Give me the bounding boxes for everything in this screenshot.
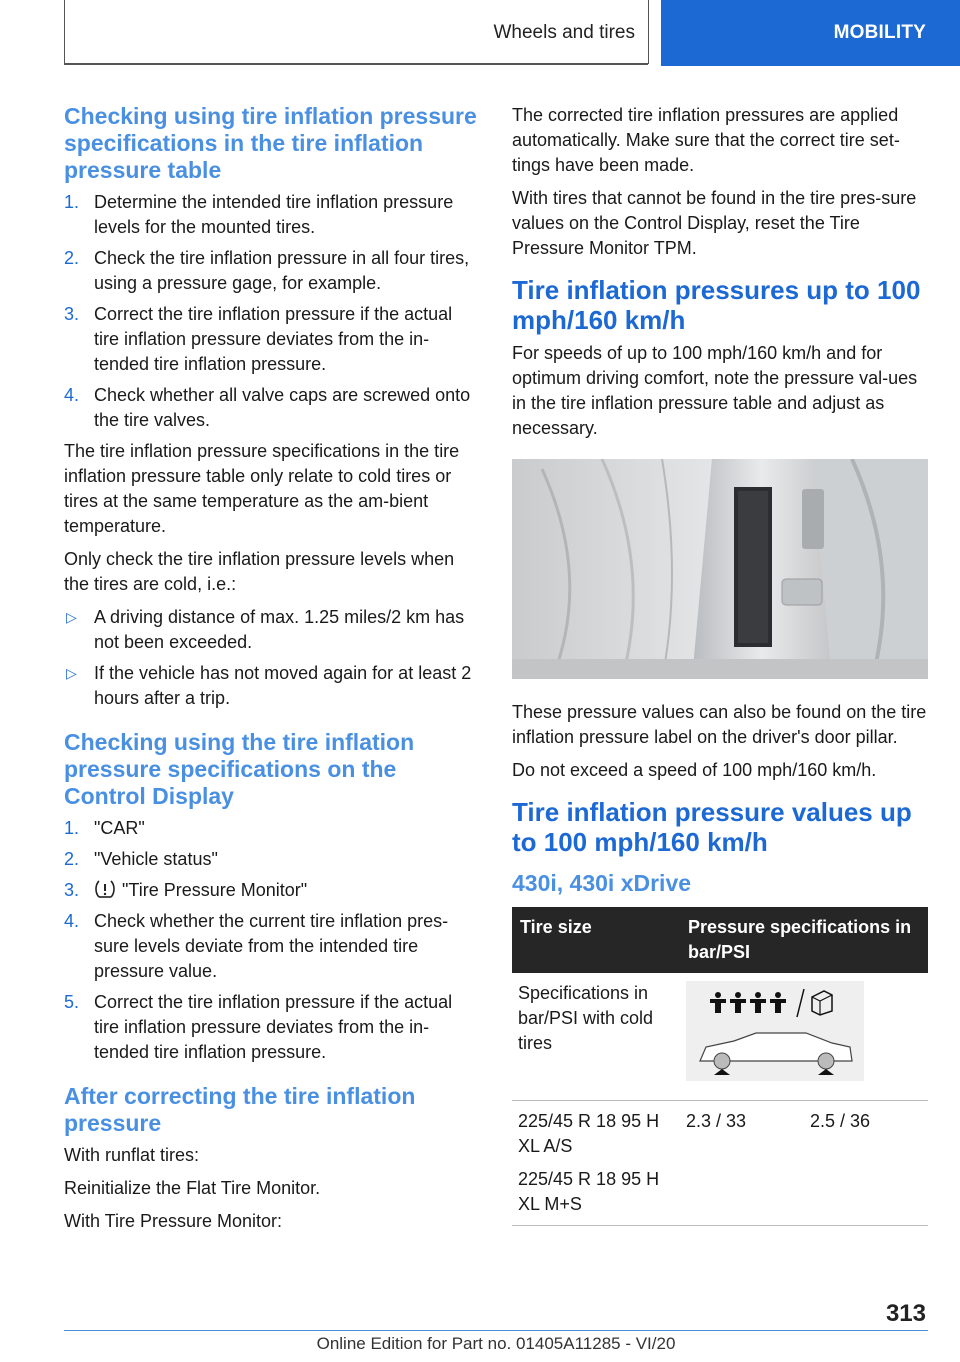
heading-model: 430i, 430i xDrive [512,870,692,896]
list-item: 4. Check whether all valve caps are screwed onto the tire valves. [64,385,471,430]
spec-label-cell: Specifications in bar/PSI with cold tires [512,973,680,1101]
tire-pressure-warning-icon [94,879,116,899]
col-header-tire-size: Tire size [512,907,680,973]
paragraph-applied: The corrected tire inflation pressures are applied automatically. Make sure that the correct tire set-tings have been made. [512,105,900,175]
header-rule [64,63,648,65]
list-item: 2. Check the tire inflation pressure in all four tires, using a pressure gage, for example. [64,248,470,293]
table-check-steps [64,190,478,433]
door-pillar-label-photo [512,459,928,679]
table-row [512,973,928,1101]
paragraph-speeds: For speeds of up to 100 mph/160 km/h and for optimum driving comfort, note the pressure val-ues in the tire inflation pressure table and adjust as necessary. [512,343,918,438]
heading-display-check: Checking using the tire inflation pressure specifications on the Control Display [64,729,415,809]
list-item: ▷ If the vehicle has not moved again for at least 2 hours after a trip. [66,663,472,708]
tire-pressure-table [512,907,928,1226]
paragraph-runflat: With runflat tires: [64,1145,200,1165]
header-chapter-tab[interactable]: MOBILITY [661,0,960,66]
list-item: ▷ A driving distance of max. 1.25 miles/2 km has not been exceeded. [66,607,465,652]
list-item: 4. Check whether the current tire inflation pres-sure levels deviate from the intended tire pressure value. [64,911,449,981]
left-column [64,103,478,1242]
heading-pressures-up-to: Tire inflation pressures up to 100 mph/160 km/h [512,275,921,335]
list-item: 3. "Tire Pressure Monitor" [64,880,308,900]
header-left-line [64,0,65,64]
header-divider [648,0,649,64]
heading-pressure-values: Tire inflation pressure values up to 100 mph/160 km/h [512,797,912,857]
paragraph-tpm: With Tire Pressure Monitor: [64,1211,283,1231]
pressure-value-cell: 2.5 / 36 [804,1101,928,1226]
list-item: 5. Correct the tire inflation pressure if the actual tire inflation pressure deviates from the in-tended tire inflation pressure. [64,992,453,1062]
display-check-steps [64,816,478,1065]
paragraph-reinitialize: Reinitialize the Flat Tire Monitor. [64,1178,321,1198]
paragraph-label-location: These pressure values can also be found on the tire inflation pressure label on the driver's door pillar. [512,702,927,747]
list-item: 2. "Vehicle status" [64,849,218,869]
pressure-value-cell: 2.3 / 33 [680,1101,804,1226]
load-condition-cell [680,973,928,1101]
tire-size-cell: 225/45 R 18 95 H XL A/S 225/45 R 18 95 H XL M+S [512,1101,680,1226]
list-item: 1. Determine the intended tire inflation pressure levels for the mounted tires. [64,192,454,237]
right-column [512,103,928,1226]
footer-edition: Online Edition for Part no. 01405A11285 - VI/20 [316,1334,676,1353]
page-number: 313 [885,1300,926,1327]
triangle-bullet-icon: ▷ [66,665,77,681]
heading-after-correcting: After correcting the tire inflation pressure [64,1083,416,1136]
list-item: 1. "CAR" [64,818,145,838]
paragraph-cold-tires: The tire inflation pressure specifications in the tire inflation pressure table only relate to cold tires or tires at the same temperature as the am-bient temperature. [64,441,460,536]
triangle-bullet-icon: ▷ [66,609,77,625]
paragraph-speed-limit: Do not exceed a speed of 100 mph/160 km/h. [512,760,877,780]
vehicle-load-icon [686,981,864,1081]
paragraph-check-cold: Only check the tire inflation pressure levels when the tires are cold, i.e.: [64,549,455,594]
table-row [512,1101,928,1226]
cold-conditions-list [64,605,478,711]
heading-table-check: Checking using tire inflation pressure specifications in the tire inflation pressure table [64,103,477,183]
paragraph-reset-tpm: With tires that cannot be found in the tire pres-sure values on the Control Display, reset the Tire Pressure Monitor TPM. [512,188,917,258]
footer-rule [64,1330,928,1331]
table-header-row [512,907,928,973]
list-item: 3. Correct the tire inflation pressure if the actual tire inflation pressure deviates from the in-tended tire inflation pressure. [64,304,453,374]
col-header-pressure: Pressure specifications in bar/PSI [680,907,928,973]
